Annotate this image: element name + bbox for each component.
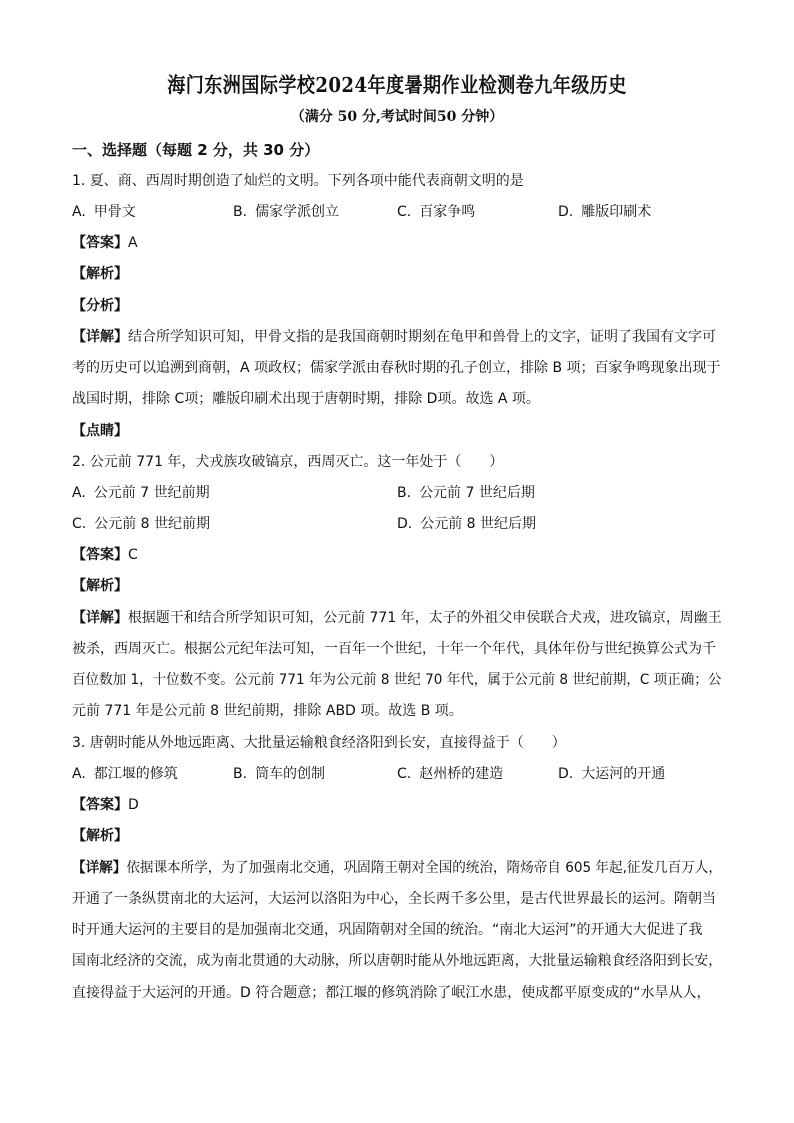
option-text: 都江堰的修筑 (93, 766, 178, 782)
answer-value: D (128, 797, 139, 813)
q1-option-a (72, 202, 136, 222)
option-text: 百家争鸣 (419, 204, 476, 220)
q1-dianjing-tag: 【点睛】 (72, 423, 128, 439)
q1-detail-line (72, 327, 716, 347)
q1-answer (72, 233, 138, 253)
option-key: A. (72, 204, 86, 220)
q3-stem: 3. 唐朝时能从外地远距离、大批量运输粮食经洛阳到长安，直接得益于（ ） (72, 735, 566, 751)
q3-option-b (233, 764, 325, 784)
q1-option-d (558, 202, 651, 222)
detail-text: 根据题干和结合所学知识可知，公元前 771 年，太子的外祖父申侯联合犬戎，进攻镐京，周幽王 (127, 610, 722, 626)
option-key: D. (397, 516, 413, 532)
option-key: D. (558, 204, 574, 220)
option-key: A. (72, 766, 86, 782)
option-key: B. (397, 485, 412, 501)
q2-option-b (397, 483, 535, 503)
q2-detail-line: 百位数加 1，十位数不变。公元前 771 年为公元前 8 世纪 70 年代，属于公元前 8 世纪前期，C 项正确；公 (72, 672, 722, 688)
option-key: B. (233, 204, 248, 220)
answer-tag: 【答案】 (72, 797, 128, 813)
q3-detail-line: 开通了一条纵贯南北的大运河，大运河以洛阳为中心，全长两千多公里，是古代世界最长的运河。隋朝当 (72, 891, 716, 907)
page-subtitle: （满分 50 分,考试时间50 分钟） (290, 109, 504, 125)
q3-detail-line: 直接得益于大运河的开通。D 符合题意；都江堰的修筑消除了岷江水患，使成都平原变成的“水旱从人， (72, 985, 711, 1001)
page-title: 海门东洲国际学校2024年度暑期作业检测卷九年级历史 (167, 73, 627, 97)
option-key: C. (72, 516, 87, 532)
option-text: 公元前 7 世纪前期 (93, 485, 210, 501)
q1-option-b (233, 202, 339, 222)
q2-option-a (72, 483, 210, 503)
option-text: 公元前 8 世纪后期 (420, 516, 537, 532)
q2-option-d (397, 514, 536, 534)
q2-stem: 2. 公元前 771 年，犬戎族攻破镐京，西周灭亡。这一年处于（ ） (72, 454, 504, 470)
q2-detail-line (72, 608, 722, 628)
option-text: 儒家学派创立 (255, 204, 340, 220)
q2-detail-line: 元前 771 年是公元前 8 世纪前期，排除 ABD 项。故选 B 项。 (72, 703, 463, 719)
answer-tag: 【答案】 (72, 235, 128, 251)
q3-detail-line: 国南北经济的交流，成为南北贯通的大动脉，所以唐朝时能从外地远距离，大批量运输粮食经洛阳到长安， (72, 953, 723, 969)
q1-analysis-tag: 【解析】 (72, 266, 128, 282)
q1-detail-line: 考的历史可以追溯到商朝，A 项政权；儒家学派由春秋时期的孔子创立，排除 B 项；百家争鸣现象出现于 (72, 360, 721, 376)
detail-tag: 【详解】 (72, 610, 128, 626)
option-text: 公元前 7 世纪后期 (419, 485, 535, 501)
detail-text: 结合所学知识可知，甲骨文指的是我国商朝时期刻在龟甲和兽骨上的文字，证明了我国有文字可 (128, 329, 716, 345)
q3-detail-line (72, 858, 722, 878)
option-key: B. (233, 766, 248, 782)
section-heading: 一、选择题（每题 2 分，共 30 分） (72, 141, 320, 159)
option-key: D. (558, 766, 574, 782)
q2-answer (72, 545, 138, 565)
detail-tag: 【详解】 (72, 329, 128, 345)
q3-detail-line: 时开通大运河的主要目的是加强南北交通，巩固隋朝对全国的统治。“南北大运河”的开通大大促进了我 (72, 922, 703, 938)
detail-text: 依据课本所学，为了加强南北交通，巩固隋王朝对全国的统治，隋炀帝自 605 年起,征发几百万人， (126, 860, 722, 876)
q2-option-c (72, 514, 210, 534)
option-text: 公元前 8 世纪前期 (94, 516, 211, 532)
q3-option-c (397, 764, 503, 784)
option-key: A. (72, 485, 86, 501)
option-text: 甲骨文 (93, 204, 136, 220)
option-key: C. (397, 204, 412, 220)
answer-value: A (128, 235, 138, 251)
q1-option-c (397, 202, 475, 222)
option-text: 赵州桥的建造 (419, 766, 504, 782)
option-text: 雕版印刷术 (581, 204, 652, 220)
q1-detail-line: 战国时期，排除 C项；雕版印刷术出现于唐朝时期，排除 D项。故选 A 项。 (72, 391, 540, 407)
q3-option-a (72, 764, 178, 784)
q3-analysis-tag: 【解析】 (72, 828, 128, 844)
option-text: 大运河的开通 (581, 766, 666, 782)
q1-stem: 1. 夏、商、西周时期创造了灿烂的文明。下列各项中能代表商朝文明的是 (72, 173, 524, 189)
q2-analysis-tag: 【解析】 (72, 578, 128, 594)
option-key: C. (397, 766, 412, 782)
answer-value: C (128, 547, 138, 563)
detail-tag: 【详解】 (72, 860, 127, 876)
q1-fenxi-tag: 【分析】 (72, 298, 128, 314)
q3-option-d (558, 764, 665, 784)
q3-answer (72, 795, 139, 815)
q2-detail-line: 被杀，西周灭亡。根据公元纪年法可知，一百年一个世纪，十年一个年代，具体年份与世纪换算公式为千 (72, 641, 716, 657)
answer-tag: 【答案】 (72, 547, 128, 563)
option-text: 筒车的创制 (255, 766, 326, 782)
